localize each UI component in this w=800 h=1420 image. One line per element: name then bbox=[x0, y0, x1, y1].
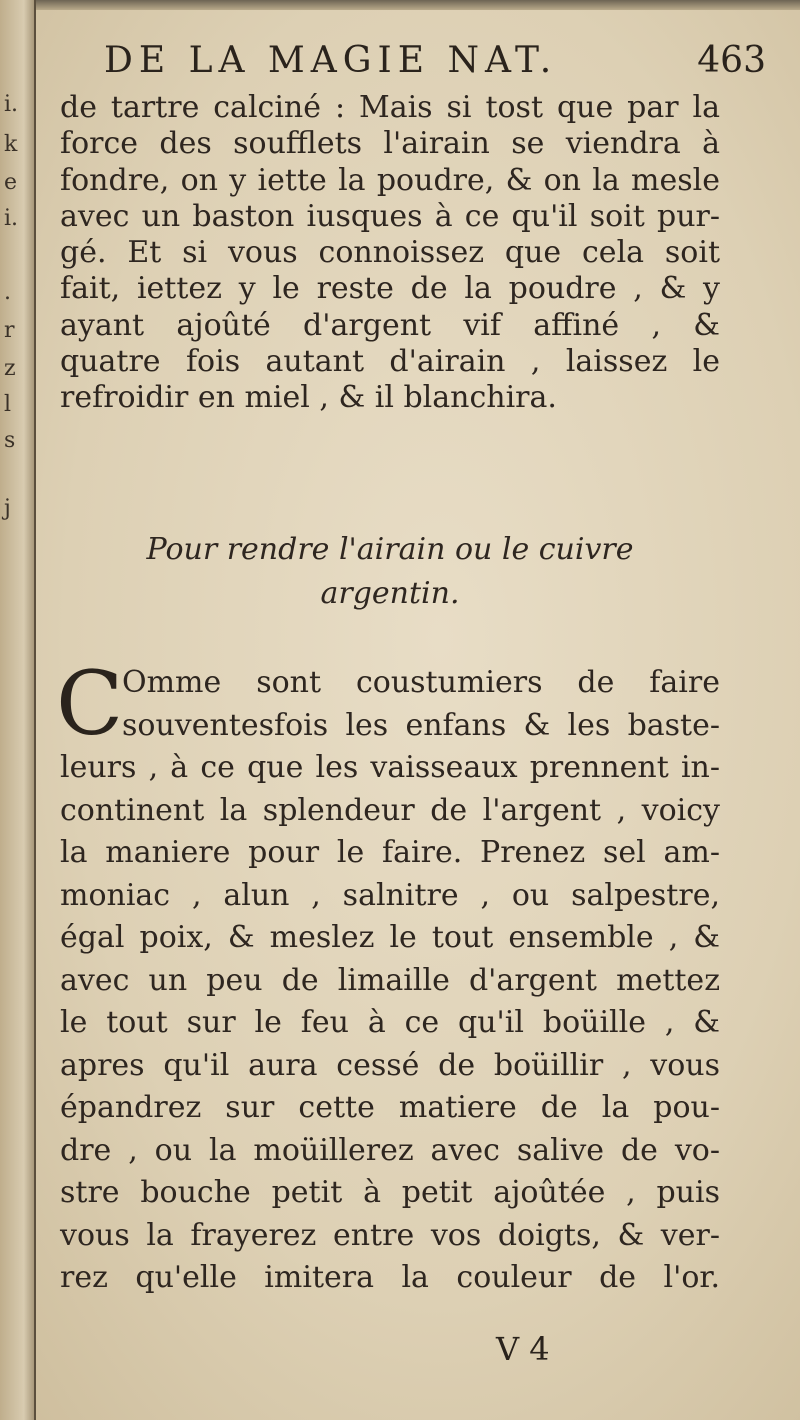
text-line: vous la frayerez entre vos doigts, & ver- bbox=[60, 1217, 720, 1253]
page-header bbox=[60, 40, 780, 92]
text-line: de tartre calciné : Mais si tost que par la bbox=[60, 90, 720, 125]
signature-mark: V 4 bbox=[496, 1330, 550, 1368]
text-line: force des soufflets l'airain se viendra à bbox=[60, 126, 720, 162]
section-body bbox=[56, 652, 720, 1300]
margin-fragment: s bbox=[4, 428, 16, 453]
text-line: le tout sur le feu à ce qu'il boüille , & bbox=[60, 1005, 720, 1040]
text-line: avec un peu de limaille d'argent mettez bbox=[60, 962, 720, 998]
text-line: souventesfois les enfans & les baste- bbox=[122, 707, 720, 743]
text-line: apres qu'il aura cessé de boüillir , vous bbox=[60, 1047, 720, 1083]
text-line: fait, iettez y le reste de la poudre , & y bbox=[60, 271, 720, 307]
margin-fragment: e bbox=[4, 170, 18, 195]
drop-cap: C bbox=[56, 652, 124, 755]
text-line: égal poix, & meslez le tout ensemble , & bbox=[60, 920, 720, 955]
margin-fragment: j bbox=[4, 496, 11, 521]
text-line: gé. Et si vous connoissez que cela soit bbox=[60, 235, 720, 271]
margin-fragment: z bbox=[4, 356, 16, 381]
heading-line: Pour rendre l'airain ou le cuivre bbox=[146, 532, 634, 567]
margin-fragment: i. bbox=[4, 206, 19, 231]
text-line: quatre fois autant d'airain , laissez le bbox=[60, 344, 720, 380]
text-line: rez qu'elle imitera la couleur de l'or. bbox=[60, 1260, 720, 1295]
margin-fragment: . bbox=[4, 280, 11, 305]
text-line: ayant ajoûté d'argent vif affiné , & bbox=[60, 307, 720, 343]
margin-fragment: l bbox=[4, 392, 12, 417]
text-line: leurs , à ce que les vaisseaux prennent in- bbox=[60, 750, 720, 785]
heading-line: argentin. bbox=[320, 576, 460, 611]
running-head: DE LA MAGIE NAT. bbox=[104, 40, 558, 81]
page-top-shadow bbox=[0, 0, 800, 10]
margin-fragment: r bbox=[4, 318, 15, 343]
text-line: fondre, on y iette la poudre, & on la mesle bbox=[60, 162, 720, 198]
text-line: Omme sont coustumiers de faire bbox=[122, 665, 720, 700]
margin-fragment: k bbox=[4, 132, 18, 157]
section-heading bbox=[60, 528, 720, 616]
paragraph-continued bbox=[60, 90, 720, 417]
text-line: refroidir en miel , & il blanchira. bbox=[60, 380, 557, 416]
text-line: continent la splendeur de l'argent , voicy bbox=[60, 792, 720, 828]
text-line: moniac , alun , salnitre , ou salpestre, bbox=[60, 877, 720, 913]
text-line: la maniere pour le faire. Prenez sel am- bbox=[60, 835, 720, 870]
text-line: stre bouche petit à petit ajoûtée , puis bbox=[60, 1175, 720, 1210]
margin-fragment: i. bbox=[4, 92, 19, 117]
page-number: 463 bbox=[697, 40, 766, 81]
text-line: avec un baston iusques à ce qu'il soit pur- bbox=[60, 198, 720, 234]
text-line: dre , ou la moüillerez avec salive de vo- bbox=[60, 1132, 720, 1168]
previous-page-edge bbox=[0, 0, 36, 1420]
text-line: épandrez sur cette matiere de la pou- bbox=[60, 1090, 720, 1125]
